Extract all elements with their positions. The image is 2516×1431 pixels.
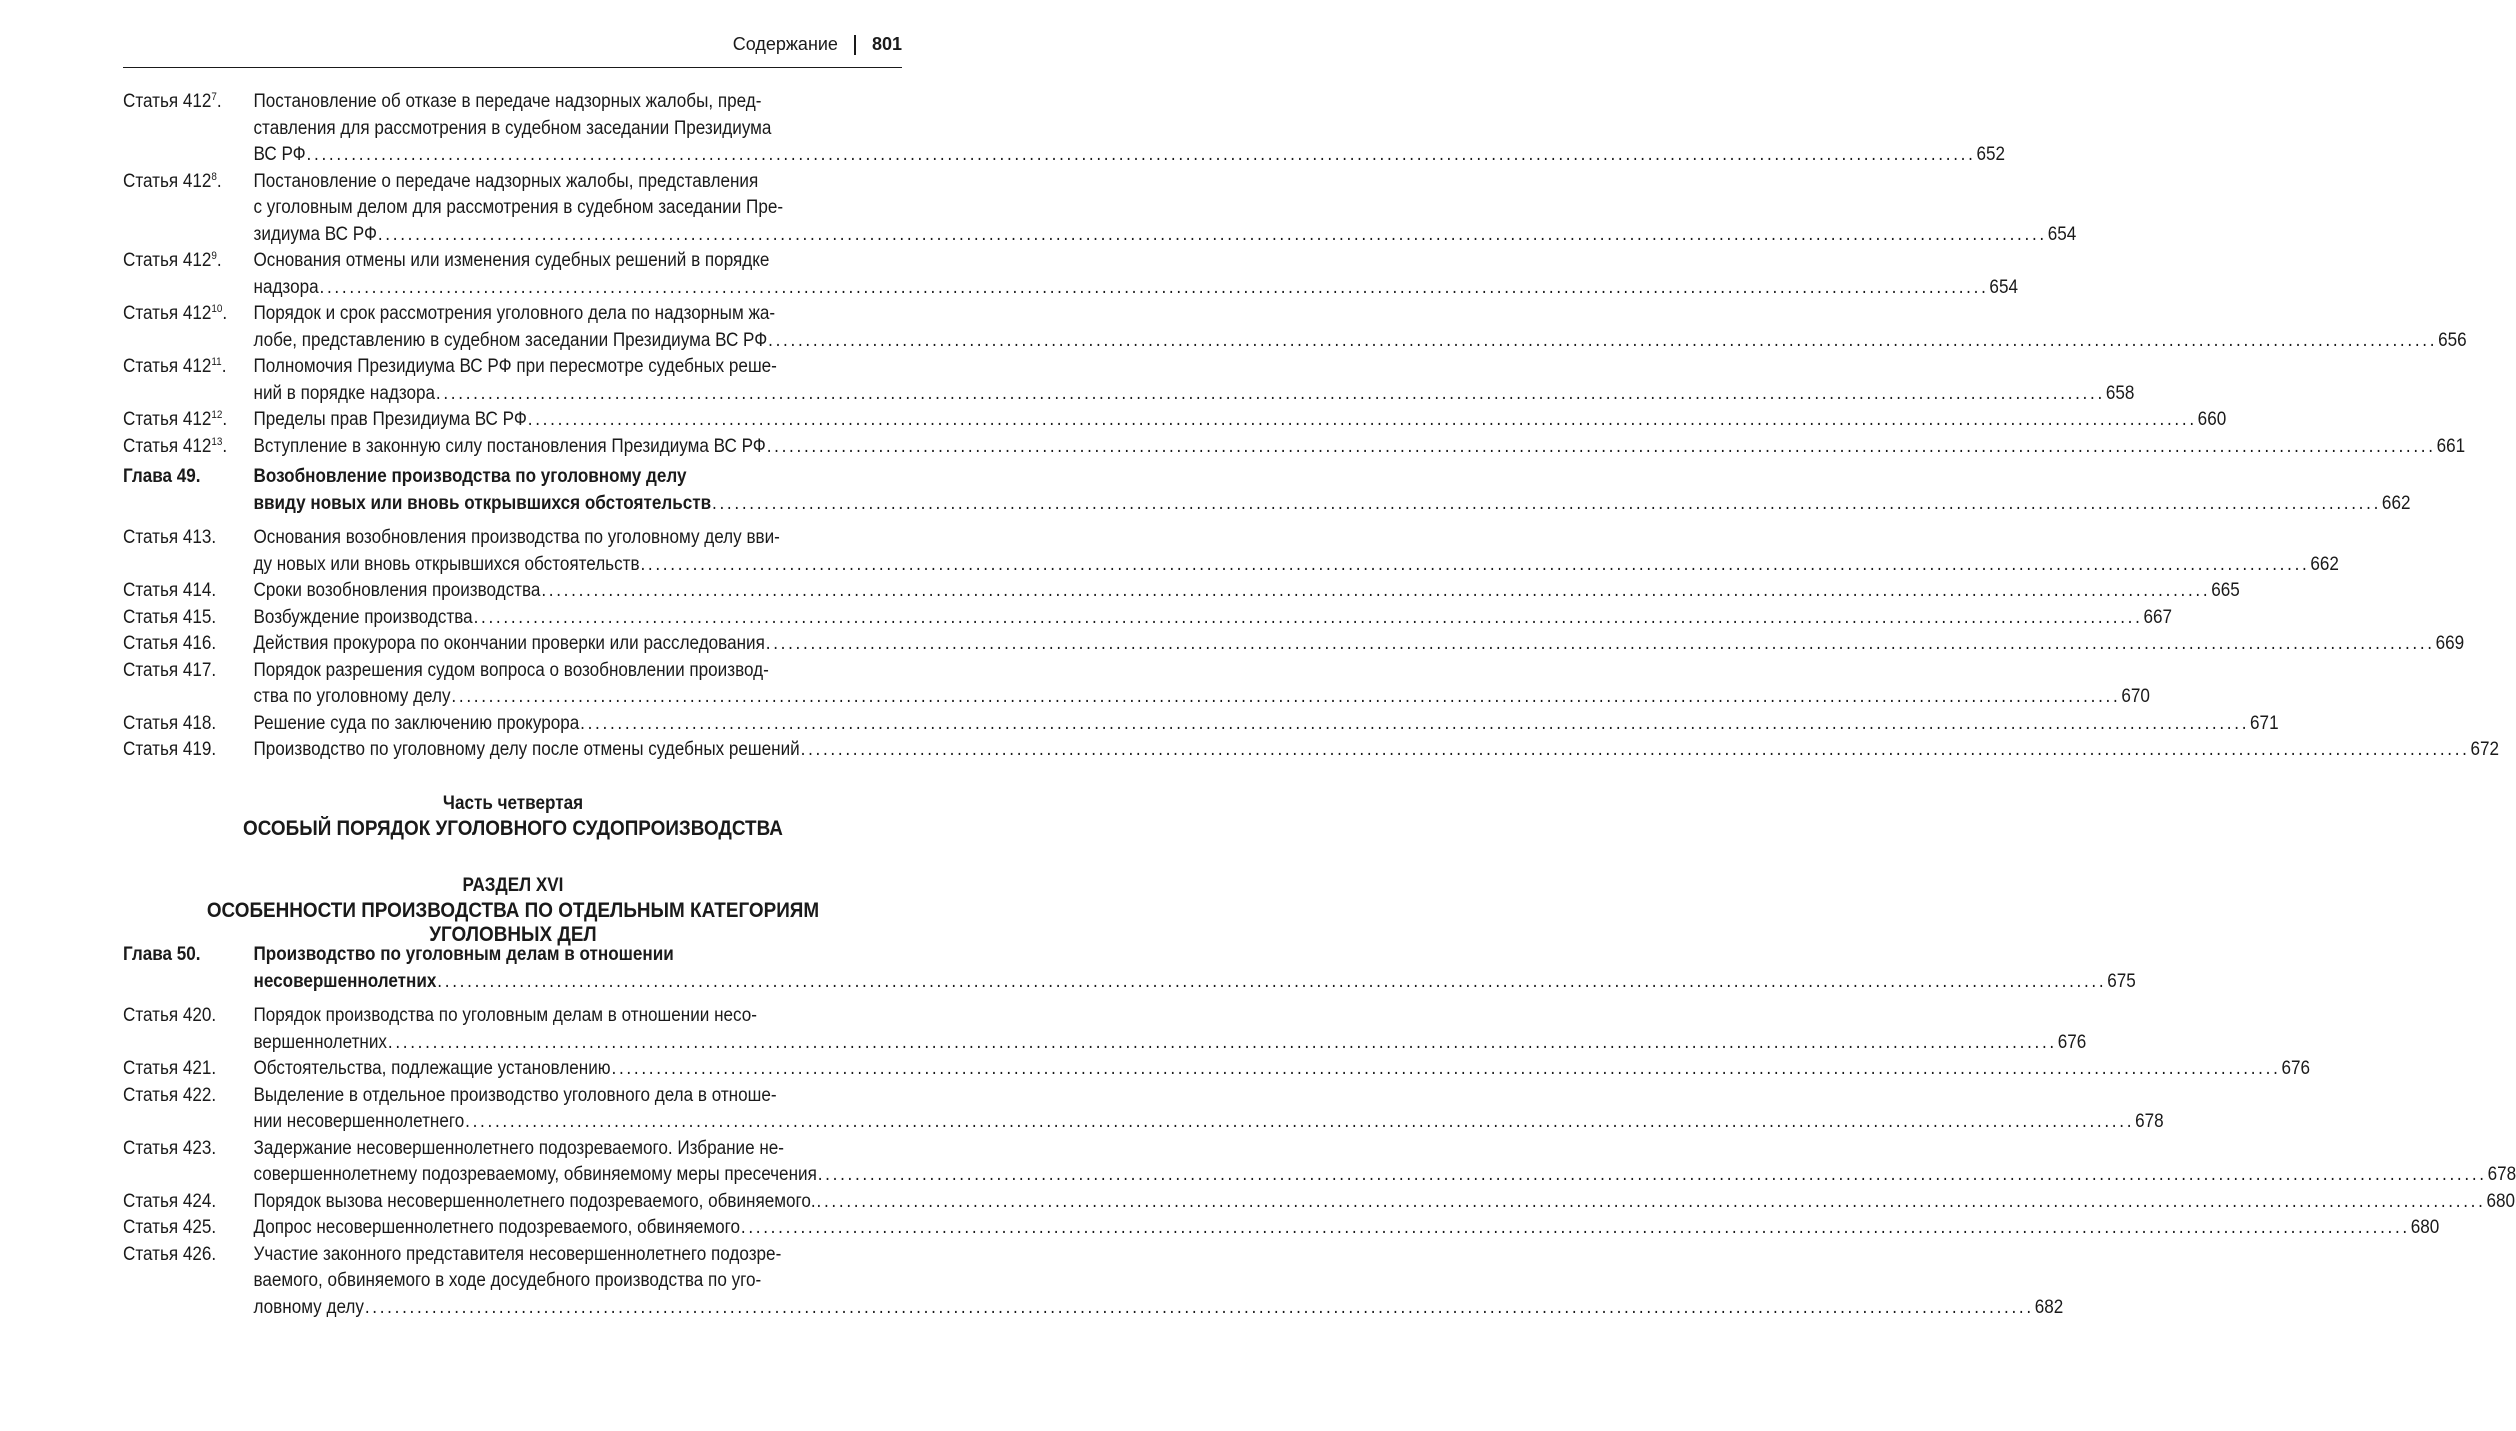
entry-label-text: Статья 425. (123, 1217, 217, 1238)
entry-last-line (254, 1162, 2516, 1189)
section-title: ОСОБЕННОСТИ ПРОИЗВОДСТВА ПО ОТДЕЛЬНЫМ КАТЕГОРИЯМ УГОЛОВНЫХ ДЕЛ (206, 899, 820, 946)
entry-page-number: 678 (2135, 1111, 2164, 1132)
dot-leader (766, 631, 2435, 658)
entry-label (123, 525, 254, 578)
entry-body (254, 631, 2465, 658)
entry-title-line: ваемого, обвиняемого в ходе досудебного производства по уго- (253, 1270, 762, 1291)
entry-title-line: Полномочия Президиума ВС РФ при пересмотре судебных реше- (253, 356, 777, 377)
entry-label (123, 1189, 254, 1216)
entry-label (123, 1056, 254, 1083)
toc-article-entry (123, 1083, 2164, 1136)
dot-leader (451, 684, 2120, 711)
toc-chapter-entry (123, 464, 2411, 517)
toc-article-entry (123, 737, 2500, 764)
entry-title-line: Пределы прав Президиума ВС РФ (253, 409, 527, 430)
entry-body (254, 711, 2279, 738)
dot-leader (388, 1030, 2057, 1057)
entry-title-line: Участие законного представителя несовершеннолетнего подозре- (253, 1243, 782, 1265)
entry-page-number: 660 (2197, 409, 2227, 430)
toc-article-entry (123, 711, 2279, 738)
entry-page-number: 670 (2121, 686, 2150, 707)
entry-label-period: . (222, 409, 228, 430)
entry-body (254, 407, 2227, 434)
entry-last-line (254, 684, 2150, 711)
entry-title-line: Порядок и срок рассмотрения уголовного дела по надзорным жа- (253, 303, 776, 324)
entry-page-number: 682 (2034, 1296, 2064, 1318)
dot-leader (817, 1189, 2486, 1216)
entry-label (123, 1083, 254, 1136)
entry-label-text: Статья 426. (123, 1243, 217, 1265)
entry-body (254, 301, 2467, 354)
entry-label-text: Глава 49. (123, 466, 201, 487)
entry-page-number: 656 (2438, 329, 2467, 351)
entry-title-line: Основания отмены или изменения судебных решений в порядке (253, 250, 770, 271)
entry-body (254, 525, 2339, 578)
entry-body (254, 605, 2173, 632)
running-head-divider (854, 35, 856, 55)
entry-last-line (254, 737, 2500, 764)
entry-title-line: ВС РФ (253, 144, 306, 165)
entry-body (254, 1136, 2516, 1189)
dot-leader (580, 711, 2249, 738)
toc-chapter-entry (123, 942, 2136, 995)
entry-body (254, 1189, 2515, 1216)
entry-label-text: Статья 416. (123, 633, 217, 654)
entry-label-superscript: 12 (211, 409, 223, 421)
entry-label-text: Статья 412 (123, 170, 212, 192)
toc-article-entry (123, 1215, 2440, 1242)
entry-title-line: ввиду новых или вновь открывшихся обстоятельств (253, 492, 712, 514)
entry-page-number: 669 (2435, 633, 2465, 654)
toc-article-entry (123, 1003, 2087, 1056)
entry-label (123, 711, 254, 738)
entry-title-line: Возобновление производства по уголовному делу (253, 466, 687, 487)
dot-leader (541, 578, 2210, 605)
entry-label-text: Статья 414. (123, 580, 217, 601)
entry-title-line: надзора (253, 276, 319, 298)
entry-page-number: 676 (2281, 1058, 2310, 1079)
entry-label (123, 301, 254, 354)
entry-page-number: 661 (2436, 435, 2466, 457)
entry-title-line: Порядок разрешения судом вопроса о возобновлении производ- (253, 659, 769, 681)
entry-label (123, 434, 254, 461)
dot-leader (465, 1109, 2134, 1136)
entry-label (123, 1215, 254, 1242)
dot-leader (768, 328, 2437, 355)
entry-last-line (254, 407, 2227, 434)
entry-label (123, 631, 254, 658)
dot-leader (612, 1056, 2281, 1083)
entry-last-line (254, 711, 2279, 738)
entry-label-superscript: 10 (211, 303, 223, 315)
dot-leader (437, 969, 2106, 996)
entry-page-number: 676 (2057, 1031, 2087, 1053)
entry-body (254, 1056, 2310, 1083)
entry-last-line (254, 381, 2135, 408)
entry-body (254, 942, 2136, 995)
entry-label (123, 354, 254, 407)
entry-page-number: 675 (2107, 970, 2136, 992)
section-subtitle: РАЗДЕЛ XVI (462, 875, 564, 896)
entry-title-line: Возбуждение производства (253, 606, 473, 628)
entry-page-number: 671 (2250, 712, 2279, 734)
entry-title-line: Производство по уголовному делу после отмены судебных решений (253, 739, 800, 760)
toc-article-entry (123, 658, 2150, 711)
toc-list-bottom (123, 938, 2516, 1321)
entry-label (123, 169, 254, 249)
entry-label-text: Статья 412 (123, 409, 212, 430)
toc-article-entry (123, 525, 2339, 578)
entry-label (123, 1136, 254, 1189)
entry-body (254, 434, 2466, 461)
dot-leader (741, 1215, 2410, 1242)
entry-body (254, 1003, 2087, 1056)
toc-article-entry (123, 1136, 2516, 1189)
entry-label (123, 578, 254, 605)
entry-title-line: Постановление о передаче надзорных жалобы, представления (253, 170, 759, 192)
entry-body (254, 248, 2018, 301)
entry-title-line: совершеннолетнему подозреваемому, обвиняемому меры пресечения (253, 1164, 817, 1185)
entry-label (123, 89, 254, 169)
entry-last-line (254, 222, 2077, 249)
entry-page-number: 654 (2047, 223, 2077, 245)
entry-label-text: Статья 422. (123, 1084, 217, 1106)
entry-title-line: Постановление об отказе в передаче надзорных жалобы, пред- (253, 91, 762, 112)
entry-page-number: 665 (2211, 580, 2240, 601)
toc-article-entry (123, 248, 2018, 301)
toc-article-entry (123, 407, 2227, 434)
dot-leader (767, 434, 2436, 461)
entry-title-line: нии несовершеннолетнего (253, 1111, 465, 1132)
entry-label-period: . (216, 91, 222, 112)
toc-article-entry (123, 169, 2077, 249)
entry-page-number: 662 (2381, 492, 2411, 514)
entry-title-line: ловному делу (253, 1296, 364, 1318)
entry-body (254, 464, 2411, 517)
entry-page-number: 667 (2143, 606, 2173, 628)
entry-title-line: Вступление в законную силу постановления Президиума ВС РФ (253, 435, 766, 457)
part-subtitle: Часть четвертая (442, 793, 584, 814)
toc-article-entry (123, 1056, 2310, 1083)
entry-last-line (254, 631, 2465, 658)
entry-body (254, 578, 2240, 605)
entry-title-line: Решение суда по заключению прокурора (253, 712, 580, 734)
entry-page-number: 680 (2410, 1217, 2440, 1238)
entry-label-text: Статья 412 (123, 303, 212, 324)
entry-last-line (254, 552, 2339, 579)
entry-last-line (254, 1189, 2515, 1216)
entry-body (254, 89, 2005, 169)
entry-label-superscript: 8 (211, 170, 217, 183)
entry-label-text: Статья 417. (123, 659, 217, 681)
entry-body (254, 169, 2077, 249)
entry-label-text: Статья 412 (123, 356, 212, 377)
entry-body (254, 354, 2135, 407)
entry-title-line: ду новых или вновь открывшихся обстоятельств (253, 553, 640, 575)
entry-label (123, 942, 254, 995)
entry-label-period: . (216, 170, 222, 192)
entry-label-text: Статья 413. (123, 527, 217, 548)
entry-title-line: Сроки возобновления производства (253, 580, 541, 601)
header-rule (123, 67, 902, 68)
entry-body (254, 1083, 2164, 1136)
dot-leader (365, 1295, 2034, 1322)
entry-label-text: Статья 412 (123, 435, 212, 457)
entry-label (123, 1003, 254, 1056)
entry-label-superscript: 7 (211, 91, 217, 103)
entry-title-line: Выделение в отдельное производство уголовного дела в отноше- (253, 1084, 777, 1106)
dot-leader (712, 491, 2381, 518)
entry-title-line: Порядок вызова несовершеннолетнего подозреваемого, обвиняемого. (253, 1190, 816, 1212)
toc-article-entry (123, 434, 2466, 461)
entry-title-line: Действия прокурора по окончании проверки или расследования (253, 633, 765, 654)
entry-last-line (254, 275, 2018, 302)
entry-label-text: Статья 423. (123, 1137, 217, 1159)
entry-label-superscript: 11 (211, 356, 222, 368)
toc-article-entry (123, 578, 2240, 605)
entry-label-period: . (216, 250, 222, 271)
entry-title-line: несовершеннолетних (253, 970, 437, 992)
entry-label (123, 658, 254, 711)
toc-list-top (123, 89, 2500, 764)
entry-last-line (254, 1215, 2440, 1242)
entry-label-text: Статья 419. (123, 739, 217, 760)
dot-leader (320, 275, 1989, 302)
entry-title-line: Производство по уголовным делам в отношении (253, 944, 674, 965)
entry-label (123, 737, 254, 764)
entry-title-line: Обстоятельства, подлежащие установлению (253, 1058, 611, 1079)
running-head (733, 34, 902, 55)
entry-last-line (254, 578, 2240, 605)
entry-label-period: . (221, 356, 227, 377)
entry-label (123, 464, 254, 517)
entry-title-line: ства по уголовному делу (253, 686, 451, 707)
dot-leader (436, 381, 2105, 408)
entry-title-line: Допрос несовершеннолетнего подозреваемого, обвиняемого (253, 1217, 740, 1238)
entry-label-period: . (222, 303, 228, 324)
entry-title-line: ний в порядке надзора (253, 382, 436, 404)
entry-label-superscript: 9 (211, 250, 217, 262)
toc-article-entry (123, 89, 2005, 169)
entry-title-line: зидиума ВС РФ (253, 223, 377, 245)
entry-page-number: 662 (2310, 553, 2339, 575)
part-title: ОСОБЫЙ ПОРЯДОК УГОЛОВНОГО СУДОПРОИЗВОДСТВА (243, 817, 783, 840)
entry-title-line: лобе, представлению в судебном заседании Президиума ВС РФ (253, 329, 768, 351)
entry-title-line: вершеннолетних (253, 1031, 387, 1053)
toc-article-entry (123, 1242, 2064, 1322)
page-number: 801 (871, 34, 902, 54)
entry-last-line (254, 1056, 2310, 1083)
entry-label-period: . (222, 435, 228, 457)
dot-leader (801, 737, 2470, 764)
entry-label-text: Статья 421. (123, 1058, 217, 1079)
entry-body (254, 1215, 2440, 1242)
toc-article-entry (123, 1189, 2515, 1216)
entry-page-number: 652 (1976, 144, 2005, 165)
entry-page-number: 680 (2486, 1190, 2515, 1212)
entry-label-text: Статья 412 (123, 91, 212, 112)
dot-leader (474, 605, 2143, 632)
entry-body (254, 658, 2150, 711)
toc-article-entry (123, 605, 2173, 632)
entry-page-number: 672 (2470, 739, 2500, 760)
entry-title-line: Порядок производства по уголовным делам в отношении несо- (253, 1005, 757, 1026)
entry-label (123, 248, 254, 301)
entry-label-text: Статья 420. (123, 1005, 217, 1026)
entry-label-text: Статья 424. (123, 1190, 217, 1212)
entry-last-line (254, 491, 2411, 518)
dot-leader (307, 142, 1976, 169)
entry-last-line (254, 605, 2173, 632)
dot-leader (378, 222, 2047, 249)
entry-last-line (254, 1109, 2164, 1136)
entry-title-line: Задержание несовершеннолетнего подозреваемого. Избрание не- (253, 1137, 785, 1159)
entry-label-text: Статья 418. (123, 712, 217, 734)
entry-page-number: 678 (2487, 1164, 2516, 1185)
entry-last-line (254, 328, 2467, 355)
entry-label (123, 407, 254, 434)
entry-label-text: Глава 50. (123, 944, 201, 965)
entry-last-line (254, 1295, 2064, 1322)
entry-title-line: Основания возобновления производства по уголовному делу вви- (253, 527, 780, 548)
toc-article-entry (123, 354, 2135, 407)
entry-label-text: Статья 412 (123, 250, 212, 271)
toc-article-entry (123, 301, 2467, 354)
entry-last-line (254, 969, 2136, 996)
entry-label (123, 1242, 254, 1322)
entry-body (254, 737, 2500, 764)
entry-last-line (254, 434, 2466, 461)
entry-title-line: с уголовным делом для рассмотрения в судебном заседании Пре- (253, 197, 784, 218)
entry-page-number: 654 (1989, 276, 2018, 298)
entry-label-text: Статья 415. (123, 606, 217, 628)
entry-body (254, 1242, 2064, 1322)
running-head-section: Содержание (732, 34, 838, 54)
entry-last-line (254, 142, 2005, 169)
entry-label (123, 605, 254, 632)
dot-leader (640, 552, 2309, 579)
entry-last-line (254, 1030, 2087, 1057)
dot-leader (818, 1162, 2487, 1189)
entry-label-superscript: 13 (211, 435, 223, 448)
dot-leader (528, 407, 2197, 434)
toc-article-entry (123, 631, 2465, 658)
entry-title-line: ставления для рассмотрения в судебном заседании Президиума (253, 117, 772, 139)
entry-page-number: 658 (2105, 382, 2135, 404)
